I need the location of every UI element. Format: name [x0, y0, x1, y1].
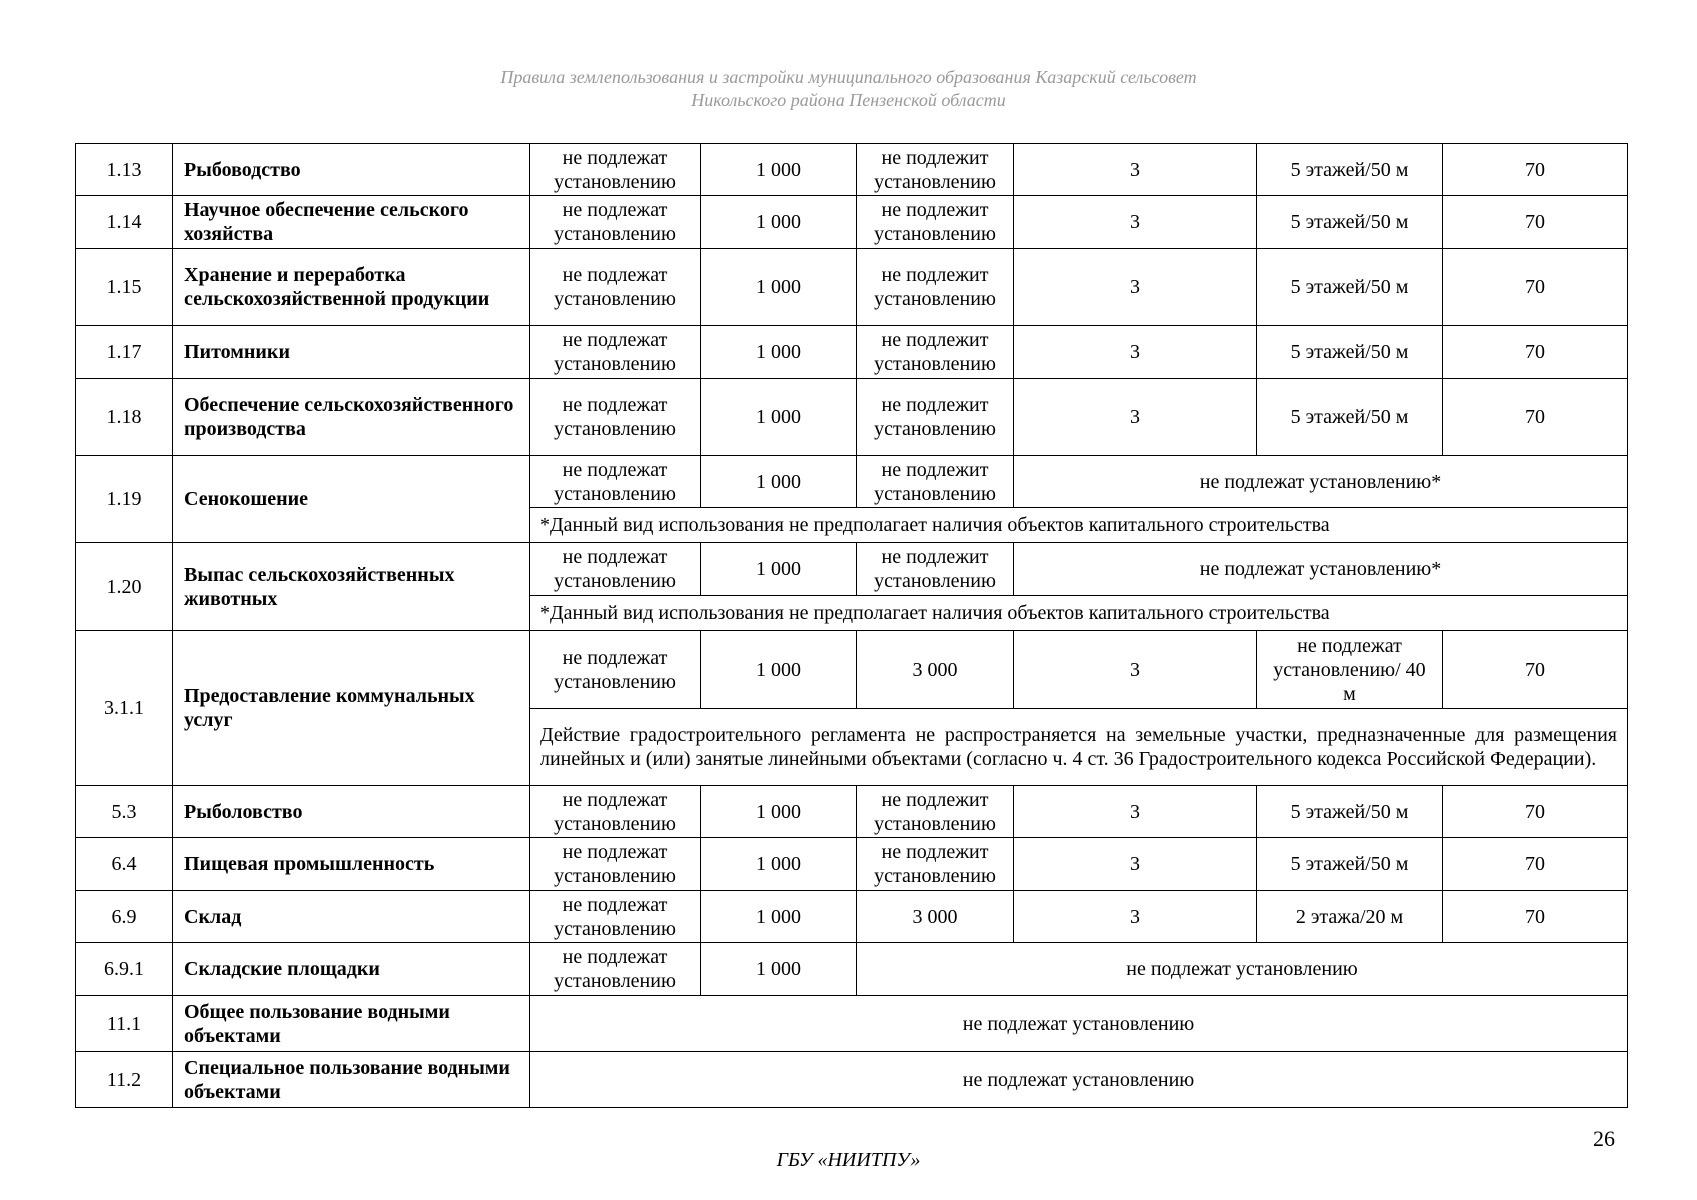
row-code: 6.4: [76, 838, 173, 891]
cell-coverage: 70: [1443, 891, 1628, 943]
cell-height: 5 этажей/50 м: [1257, 196, 1443, 249]
row-code: 1.19: [76, 456, 173, 543]
cell-coverage: 70: [1443, 249, 1628, 326]
cell-coverage: 70: [1443, 379, 1628, 456]
row-name: Склад: [173, 891, 530, 943]
cell-setback: 3: [1014, 196, 1257, 249]
row-code: 1.13: [76, 144, 173, 196]
row-name: Сенокошение: [173, 456, 530, 543]
table-row: [76, 838, 1628, 891]
cell-max-area: не подлежит установлению: [857, 196, 1014, 249]
regulations-table: [75, 143, 1628, 1108]
cell-min-area: 1 000: [701, 456, 857, 508]
row-code: 5.3: [76, 786, 173, 838]
row-name: Хранение и переработка сельскохозяйственной продукции: [173, 249, 530, 326]
cell-min-area: 1 000: [701, 249, 857, 326]
row-name: Пищевая промышленность: [173, 838, 530, 891]
row-name: Питомники: [173, 326, 530, 379]
cell-coverage: 70: [1443, 326, 1628, 379]
cell-coverage: 70: [1443, 786, 1628, 838]
table-row: [76, 1052, 1628, 1108]
cell-max-area: 3 000: [857, 631, 1014, 709]
header-line-2: Никольского района Пензенской области: [691, 90, 1006, 110]
row-code: 3.1.1: [76, 631, 173, 786]
cell-max-area: не подлежит установлению: [857, 838, 1014, 891]
row-name: Складские площадки: [173, 943, 530, 996]
cell-height: 5 этажей/50 м: [1257, 838, 1443, 891]
cell-max-area: не подлежит установлению: [857, 786, 1014, 838]
table-row: [76, 196, 1628, 249]
cell-setback: 3: [1014, 326, 1257, 379]
cell-setback: 3: [1014, 379, 1257, 456]
cell-min-area: 1 000: [701, 543, 857, 596]
cell-not-set: не подлежат установлению*: [1014, 543, 1628, 596]
row-name: Рыбоводство: [173, 144, 530, 196]
row-name: Предоставление коммунальных услуг: [173, 631, 530, 786]
table-row: [76, 543, 1628, 596]
cell-not-set: не подлежат установлению: [530, 1052, 1628, 1108]
document-header: [0, 66, 1697, 112]
row-name: Обеспечение сельскохозяйственного производства: [173, 379, 530, 456]
cell-min-area: 1 000: [701, 943, 857, 996]
cell-min-width: не подлежат установлению: [530, 786, 701, 838]
cell-min-area: 1 000: [701, 326, 857, 379]
cell-height: 2 этажа/20 м: [1257, 891, 1443, 943]
cell-not-set: не подлежат установлению: [530, 996, 1628, 1052]
cell-max-area: не подлежит установлению: [857, 543, 1014, 596]
cell-setback: 3: [1014, 249, 1257, 326]
header-line-1: Правила землепользования и застройки муниципального образования Казарский сельсовет: [500, 67, 1197, 87]
cell-min-area: 1 000: [701, 786, 857, 838]
cell-height: 5 этажей/50 м: [1257, 249, 1443, 326]
cell-setback: 3: [1014, 838, 1257, 891]
row-code: 11.2: [76, 1052, 173, 1108]
table-row: [76, 631, 1628, 709]
cell-max-area: не подлежит установлению: [857, 326, 1014, 379]
cell-max-area: не подлежит установлению: [857, 456, 1014, 508]
row-name: Научное обеспечение сельского хозяйства: [173, 196, 530, 249]
cell-min-area: 1 000: [701, 891, 857, 943]
cell-min-width: не подлежат установлению: [530, 326, 701, 379]
row-name: Специальное пользование водными объектами: [173, 1052, 530, 1108]
cell-min-area: 1 000: [701, 144, 857, 196]
cell-coverage: 70: [1443, 631, 1628, 709]
row-note: *Данный вид использования не предполагает наличия объектов капитального строительства: [530, 508, 1628, 543]
row-name: Рыболовство: [173, 786, 530, 838]
row-name: Общее пользование водными объектами: [173, 996, 530, 1052]
cell-min-width: не подлежат установлению: [530, 631, 701, 709]
cell-min-width: не подлежат установлению: [530, 456, 701, 508]
cell-setback: 3: [1014, 631, 1257, 709]
table-row: [76, 456, 1628, 508]
row-code: 1.20: [76, 543, 173, 631]
cell-min-width: не подлежат установлению: [530, 543, 701, 596]
row-code: 1.14: [76, 196, 173, 249]
cell-max-area: не подлежит установлению: [857, 249, 1014, 326]
cell-height: не подлежат установлению/ 40 м: [1257, 631, 1443, 709]
cell-min-width: не подлежат установлению: [530, 891, 701, 943]
cell-setback: 3: [1014, 786, 1257, 838]
row-code: 6.9: [76, 891, 173, 943]
table-row: [76, 379, 1628, 456]
row-code: 1.18: [76, 379, 173, 456]
cell-min-width: не подлежат установлению: [530, 838, 701, 891]
cell-height: 5 этажей/50 м: [1257, 786, 1443, 838]
cell-height: 5 этажей/50 м: [1257, 144, 1443, 196]
cell-min-area: 1 000: [701, 631, 857, 709]
table-row: [76, 943, 1628, 996]
row-code: 6.9.1: [76, 943, 173, 996]
cell-coverage: 70: [1443, 144, 1628, 196]
cell-not-set: не подлежат установлению: [857, 943, 1628, 996]
row-name: Выпас сельскохозяйственных животных: [173, 543, 530, 631]
cell-min-width: не подлежат установлению: [530, 196, 701, 249]
cell-max-area: 3 000: [857, 891, 1014, 943]
table-row: [76, 786, 1628, 838]
cell-coverage: 70: [1443, 196, 1628, 249]
cell-min-area: 1 000: [701, 838, 857, 891]
row-code: 11.1: [76, 996, 173, 1052]
cell-setback: 3: [1014, 144, 1257, 196]
document-footer: ГБУ «НИИТПУ»: [776, 1149, 921, 1171]
row-code: 1.17: [76, 326, 173, 379]
cell-min-width: не подлежат установлению: [530, 144, 701, 196]
cell-min-width: не подлежат установлению: [530, 249, 701, 326]
page-number: 26: [1593, 1126, 1615, 1151]
cell-not-set: не подлежат установлению*: [1014, 456, 1628, 508]
cell-max-area: не подлежит установлению: [857, 144, 1014, 196]
cell-min-width: не подлежат установлению: [530, 943, 701, 996]
table-row: [76, 996, 1628, 1052]
cell-min-width: не подлежат установлению: [530, 379, 701, 456]
row-note: *Данный вид использования не предполагает наличия объектов капитального строительства: [530, 596, 1628, 631]
table-row: [76, 326, 1628, 379]
row-note: Действие градостроительного регламента не распространяется на земельные участки, предназначенные для размещения линейных и (или) занятые линейными объектами (согласно ч. 4 ст. 36 Градостроительного кодекса Российской Федерации).: [530, 709, 1628, 786]
cell-max-area: не подлежит установлению: [857, 379, 1014, 456]
cell-min-area: 1 000: [701, 196, 857, 249]
cell-height: 5 этажей/50 м: [1257, 326, 1443, 379]
cell-setback: 3: [1014, 891, 1257, 943]
cell-height: 5 этажей/50 м: [1257, 379, 1443, 456]
table-row: [76, 249, 1628, 326]
cell-min-area: 1 000: [701, 379, 857, 456]
table-row: [76, 144, 1628, 196]
table-row: [76, 891, 1628, 943]
row-code: 1.15: [76, 249, 173, 326]
cell-coverage: 70: [1443, 838, 1628, 891]
